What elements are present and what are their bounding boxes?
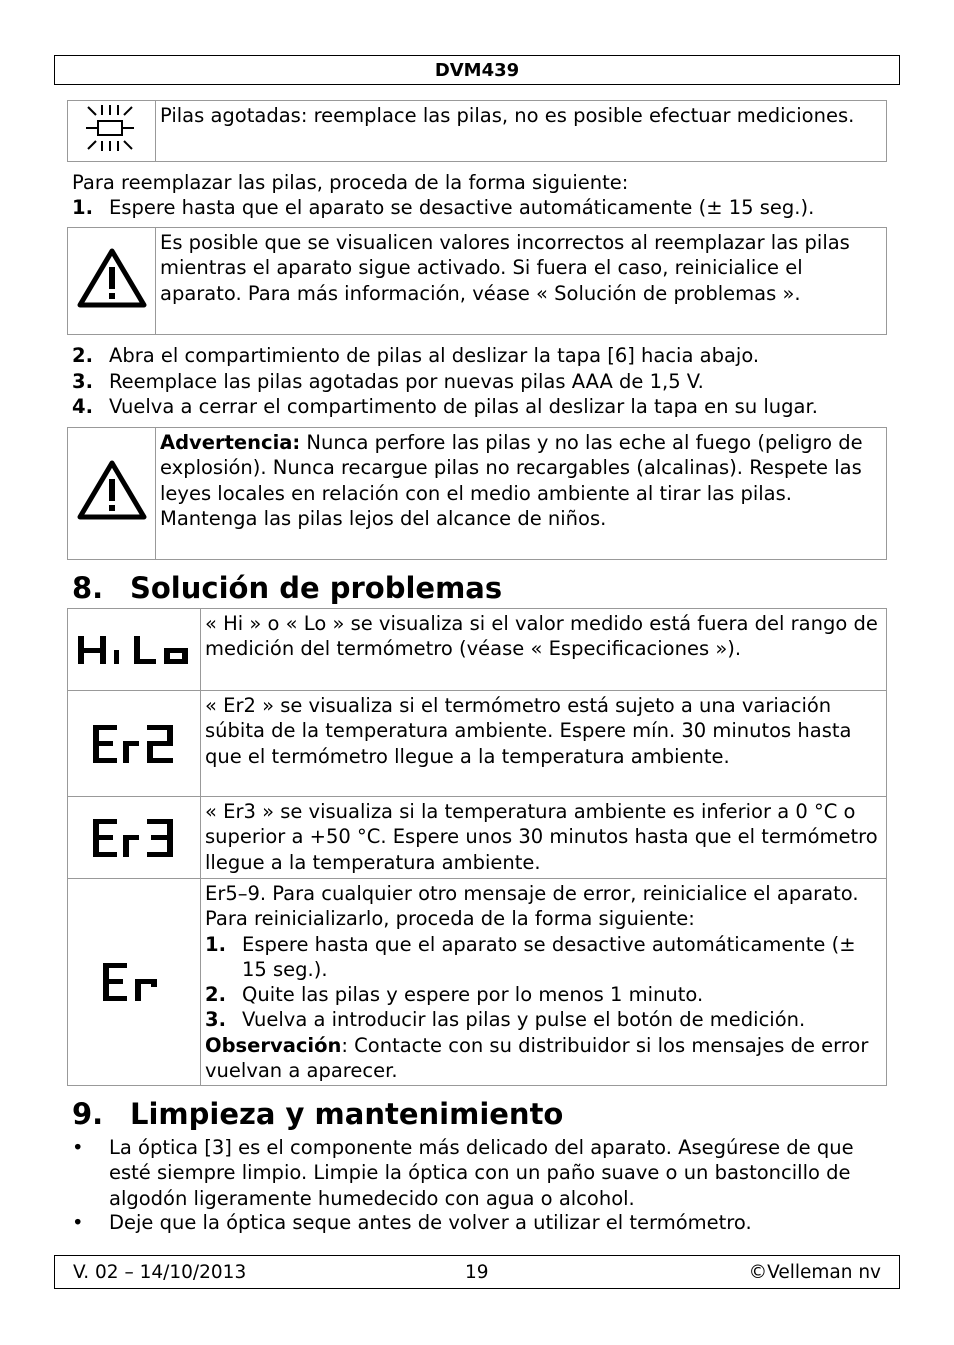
intro-text: Para reemplazar las pilas, proceda de la forma siguiente: <box>72 171 629 194</box>
er-reset-cell <box>201 879 887 1086</box>
page-footer <box>54 1255 900 1289</box>
section-8-heading <box>72 570 502 606</box>
warning-text <box>156 428 887 560</box>
battery-text: Pilas agotadas: reemplace las pilas, no es posible efectuar mediciones. <box>156 101 887 162</box>
bullet-icon: • <box>72 1136 84 1159</box>
caution-text: Es posible que se visualicen valores incorrectos al reemplazar las pilas mientras el aparato sigue activado. Si fuera el caso, reinicialice el aparato. Para más información, véase « Solución de problemas ». <box>156 228 887 335</box>
er-note <box>205 1033 882 1084</box>
bullet-1-text: La óptica [3] es el componente más delicado del aparato. Asegúrese de que esté siempre limpio. Limpie la óptica con un paño suave o un bastoncillo de algodón ligeramente humedecido con agua o alcohol. <box>109 1136 854 1210</box>
er-intro-text: Er5–9. Para cualquier otro mensaje de error, reinicialice el aparato. Para reinicializarlo, proceda de la forma siguiente: <box>205 882 859 931</box>
section-8-number: 8. <box>72 571 104 605</box>
footer-page-number: 19 <box>465 1262 489 1283</box>
model-title: DVM439 <box>434 60 520 81</box>
step-1-text: Espere hasta que el aparato se desactive automáticamente (± 15 seg.). <box>109 196 815 219</box>
footer-copyright: ©Velleman nv <box>748 1262 881 1283</box>
battery-table <box>67 100 887 162</box>
warning-body: Nunca perfore las pilas y no las eche al fuego (peligro de explosión). Nunca recargue pilas no recargables (alcalinas). Respete las leyes locales en relación con el medio ambiente al tirar las pilas. Mantenga las pilas lejos del alcance de niños. <box>160 431 863 530</box>
bullet-icon: • <box>72 1211 84 1234</box>
er3-text: « Er3 » se visualiza si la temperatura ambiente es inferior a 0 °C o superior a +50 °C. Espere unos 30 minutos hasta que el termómetro llegue a la temperatura ambiente. <box>201 797 887 879</box>
step-4-text: Vuelva a cerrar el compartimento de pilas al deslizar la tapa en su lugar. <box>109 395 818 418</box>
step-3-number: 3. <box>72 370 93 393</box>
step-2-text: Abra el compartimiento de pilas al deslizar la tapa [6] hacia abajo. <box>109 344 760 367</box>
er-step-2: 2. Quite las pilas y espere por lo menos 1 minuto. <box>205 983 704 1007</box>
step-3-text: Reemplace las pilas agotadas por nuevas pilas AAA de 1,5 V. <box>109 370 704 393</box>
note-text: : Contacte con su distribuidor si los mensajes de error vuelvan a aparecer. <box>205 1033 869 1083</box>
troubleshooting-table <box>67 608 887 1086</box>
step-4-number: 4. <box>72 395 93 418</box>
er3-display-icon <box>68 797 201 879</box>
page-header <box>54 55 900 85</box>
step-2-number: 2. <box>72 344 93 367</box>
er-step-1: 1. Espere hasta que el aparato se desactive automáticamente (± 15 seg.). <box>205 932 856 981</box>
note-label: Observación <box>205 1033 342 1057</box>
section-8-title: Solución de problemas <box>130 571 503 605</box>
hi-lo-display-icon <box>68 609 201 691</box>
bullet-2-text: Deje que la óptica seque antes de volver a utilizar el termómetro. <box>109 1211 752 1234</box>
warning-label: Advertencia: <box>160 431 301 454</box>
er2-display-icon <box>68 691 201 797</box>
er2-text: « Er2 » se visualiza si el termómetro está sujeto a una variación súbita de la temperatura ambiente. Espere mín. 30 minutos hasta que el termómetro llegue a la temperatura ambiente. <box>201 691 887 797</box>
warning-triangle-icon <box>68 428 156 560</box>
hi-lo-text: « Hi » o « Lo » se visualiza si el valor medido está fuera del rango de medición del termómetro (véase « Especificaciones »). <box>201 609 887 691</box>
section-9-heading <box>72 1096 563 1132</box>
caution-table <box>67 227 887 335</box>
er-step-3: 3. Vuelva a introducir las pilas y pulse el botón de medición. <box>205 1008 806 1032</box>
warning-triangle-icon <box>68 228 156 335</box>
step-1-number: 1. <box>72 196 93 219</box>
footer-version: V. 02 – 14/10/2013 <box>73 1262 247 1283</box>
er-display-icon <box>68 879 201 1086</box>
warning-table <box>67 427 887 560</box>
section-9-title: Limpieza y mantenimiento <box>130 1097 564 1131</box>
section-9-number: 9. <box>72 1097 104 1131</box>
battery-empty-icon <box>68 101 156 162</box>
